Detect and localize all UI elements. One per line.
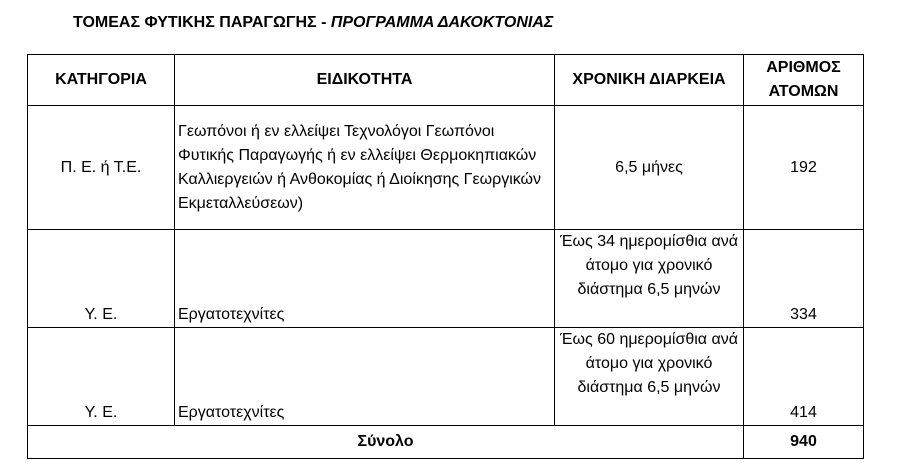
table-row: [28, 230, 864, 328]
header-persons: ΑΡΙΘΜΟΣ ΑΤΟΜΩΝ: [744, 55, 864, 106]
header-specialty: ΕΙΔΙΚΟΤΗΤΑ: [175, 55, 555, 106]
row-specialty: Γεωπόνοι ή εν ελλείψει Τεχνολόγοι Γεωπόνοι Φυτικής Παραγωγής ή εν ελλείψει Θερμοκηπιακών Καλλιεργειών ή Ανθοκομίας ή Διοίκησης Γεωργικών Εκμεταλλεύσεων): [175, 106, 555, 230]
row-duration: Έως 34 ημερομίσθια ανά άτομο για χρονικό διάστημα 6,5 μηνών: [555, 230, 744, 328]
total-row: [28, 426, 864, 459]
row-category: Π. Ε. ή Τ.Ε.: [28, 106, 175, 230]
row-category: Υ. Ε.: [28, 328, 175, 426]
staffing-table: [27, 54, 864, 459]
sector-title: ΤΟΜΕΑΣ ΦΥΤΙΚΗΣ ΠΑΡΑΓΩΓΗΣ: [73, 14, 317, 31]
header-category: ΚΑΤΗΓΟΡΙΑ: [28, 55, 175, 106]
total-label: Σύνολο: [28, 426, 744, 459]
table-row: [28, 328, 864, 426]
total-value: 940: [744, 426, 864, 459]
program-title: ΠΡΟΓΡΑΜΜΑ ΔΑΚΟΚΤΟΝΙΑΣ: [330, 14, 554, 31]
table-header-row: [28, 55, 864, 106]
page-heading: [73, 14, 553, 32]
heading-separator: -: [316, 14, 331, 31]
row-persons: 334: [744, 230, 864, 328]
row-category: Υ. Ε.: [28, 230, 175, 328]
row-persons: 192: [744, 106, 864, 230]
row-specialty: Εργατοτεχνίτες: [175, 230, 555, 328]
row-specialty: Εργατοτεχνίτες: [175, 328, 555, 426]
row-duration: 6,5 μήνες: [555, 106, 744, 230]
table-row: [28, 106, 864, 230]
row-duration: Έως 60 ημερομίσθια ανά άτομο για χρονικό διάστημα 6,5 μηνών: [555, 328, 744, 426]
row-persons: 414: [744, 328, 864, 426]
header-duration: ΧΡΟΝΙΚΗ ΔΙΑΡΚΕΙΑ: [555, 55, 744, 106]
